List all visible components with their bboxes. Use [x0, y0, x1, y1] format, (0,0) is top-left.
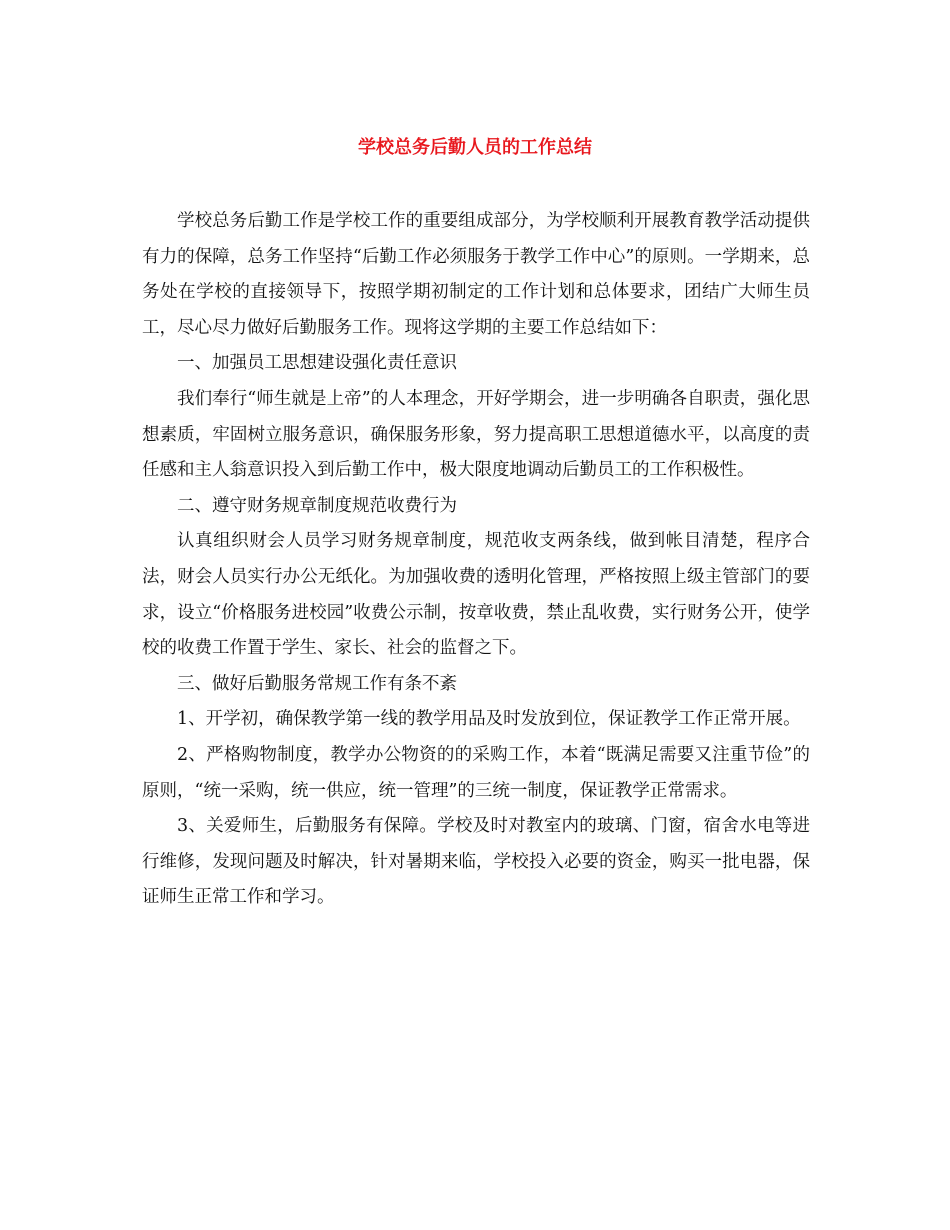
- intro-paragraph: 学校总务后勤工作是学校工作的重要组成部分，为学校顺利开展教育教学活动提供有力的保障，总务工作坚持“后勤工作必须服务于教学工作中心”的原则。一学期来，总务处在学校的直接领导下，按照学期初制定的工作计划和总体要求，团结广大师生员工，尽心尽力做好后勤服务工作。现将这学期的主要工作总结如下：: [142, 211, 810, 338]
- section-3-item-3: 3、关爱师生，后勤服务有保障。学校及时对教室内的玻璃、门窗，宿舍水电等进行维修，发现问题及时解决，针对暑期来临，学校投入必要的资金，购买一批电器，保证师生正常工作和学习。: [142, 816, 810, 908]
- section-1-paragraph: 我们奉行“师生就是上帝”的人本理念，开好学期会，进一步明确各自职责，强化思想素质，牢固树立服务意识，确保服务形象，努力提高职工思想道德水平，以高度的责任感和主人翁意识投入到后勤工作中，极大限度地调动后勤员工的工作积极性。: [142, 388, 810, 481]
- document-title: 学校总务后勤人员的工作总结: [358, 137, 592, 158]
- document-body: [142, 204, 810, 916]
- section-2-paragraph: 认真组织财会人员学习财务规章制度，规范收支两条线，做到帐目清楚，程序合法，财会人员实行办公无纸化。为加强收费的透明化管理，严格按照上级主管部门的要求，设立“价格服务进校园”收费公示制，按章收费，禁止乱收费，实行财务公开，使学校的收费工作置于学生、家长、社会的监督之下。: [142, 531, 810, 659]
- section-3-heading: 三、做好后勤服务常规工作有条不紊: [177, 673, 457, 694]
- section-3-item-1: 1、开学初，确保教学第一线的教学用品及时发放到位，保证教学工作正常开展。: [177, 709, 801, 730]
- section-1-heading: 一、加强员工思想建设强化责任意识: [177, 353, 457, 374]
- section-2-heading: 二、遵守财务规章制度规范收费行为: [177, 495, 457, 516]
- section-3-item-2: 2、严格购物制度，教学办公物资的的采购工作，本着“既满足需要又注重节俭”的原则，“统一采购，统一供应，统一管理”的三统一制度，保证教学正常需求。: [142, 744, 810, 801]
